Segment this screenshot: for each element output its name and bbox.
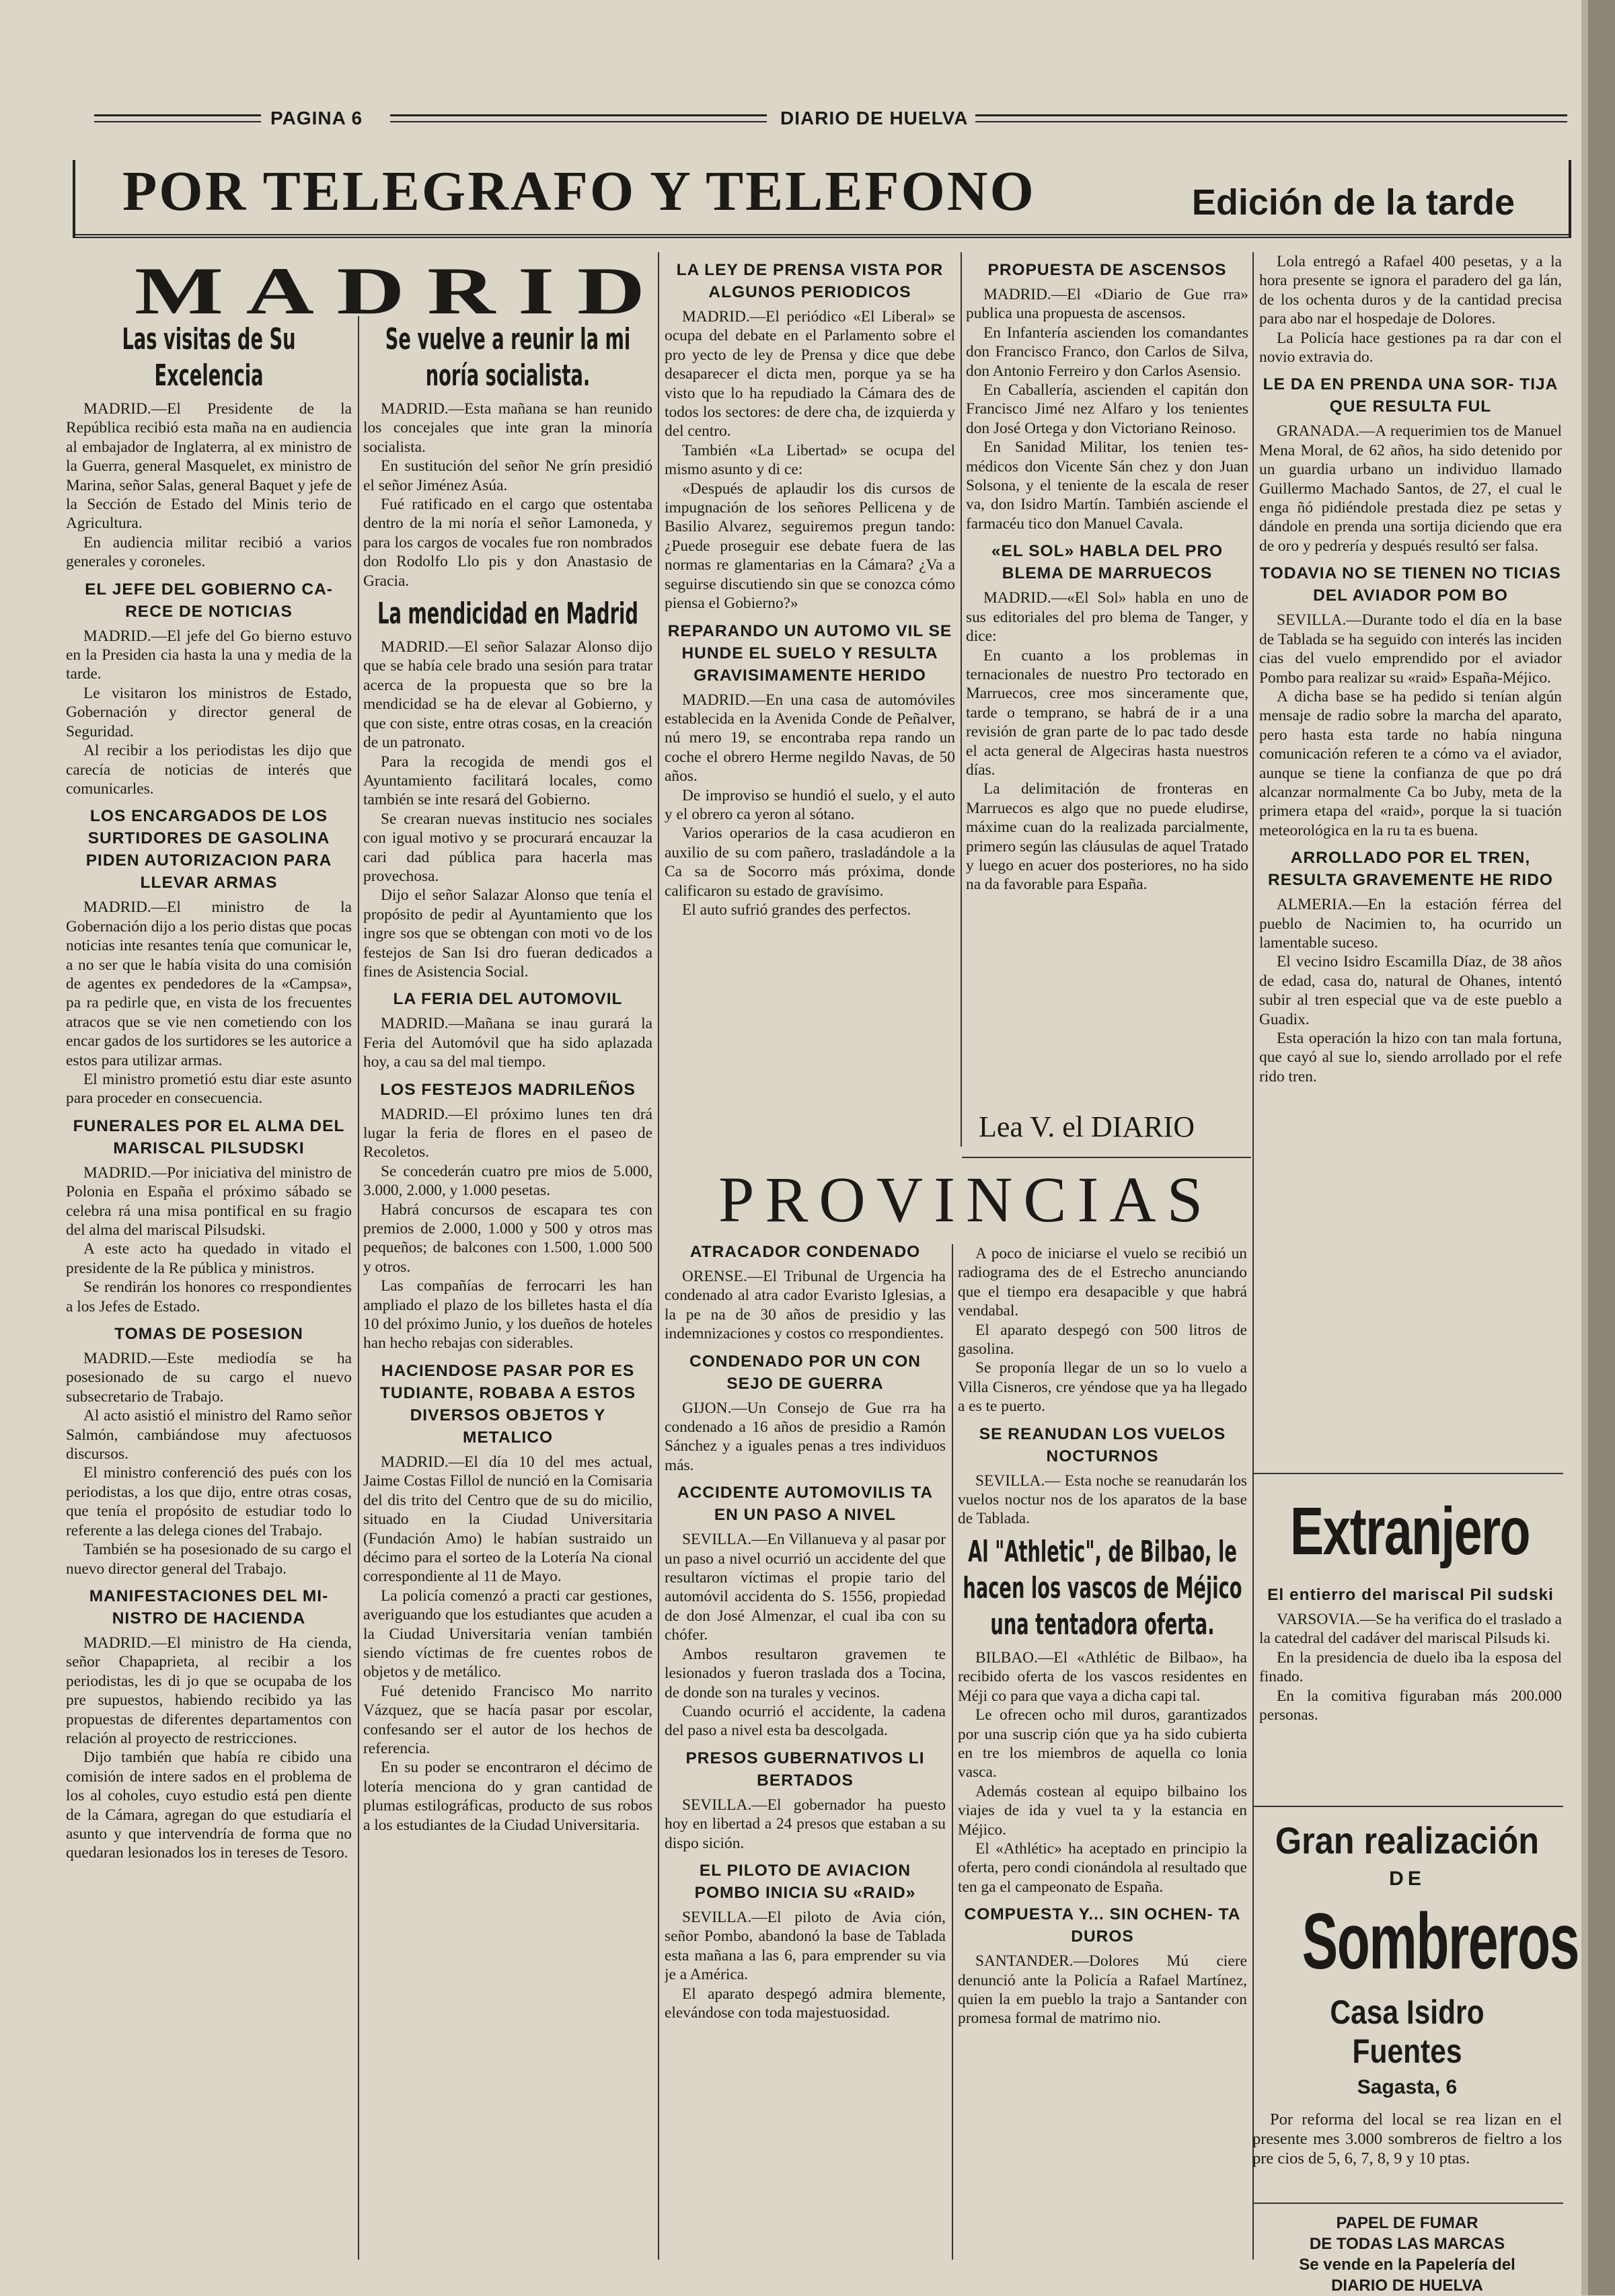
article-paragraph: Para la recogida de mendi gos el Ayuntamiento facilitará locales, como también se inte resará del Gobierno. xyxy=(363,753,652,809)
rule xyxy=(1254,2203,1563,2204)
article-paragraph: La delimitación de fronteras en Marruecos es algo que no puede eludirse, máxime cuan do la realizada parcialmente, primero según las cláusulas de aquel Tratado y luego en acuer dos posteriores, no ha sido na da favorable para España. xyxy=(966,780,1248,894)
article-paragraph: GRANADA.—A requerimien tos de Manuel Mena Moral, de 62 años, ha sido detenido por un guardia urbano un individuo llamado Guillermo Machado Santos, de 27, el cual le enga ñó pidiéndole prestada diez pe setas y dándole en prenda una sortija diciendo que era de oro y pedrería y después resultó ser falsa. xyxy=(1259,422,1562,555)
rule xyxy=(390,121,767,122)
article-headline: EL PILOTO DE AVIACION POMBO INICIA SU «RAID» xyxy=(694,1861,916,1902)
article-paragraph: El «Athlétic» ha aceptado en principio la oferta, pero condi cionándola al resultado que ten ga el campeonato de España. xyxy=(958,1839,1247,1896)
article-paragraph: A poco de iniciarse el vuelo se recibió un radiograma des de el Estrecho anunciando que el tiempo era desapacible y que habrá vendabal. xyxy=(958,1245,1247,1320)
ad-headline: Gran realización xyxy=(1275,1819,1540,1862)
page-edge-shadow xyxy=(1581,0,1588,2295)
article-headline: ATRACADOR CONDENADO xyxy=(689,1243,921,1261)
article-paragraph: Fué ratificado en el cargo que ostentaba dentro de la mi noría el señor Lamoneda, y para los cargos de vocales fue ron nombrados don Rodolfo Llo pis y don Anastasio de Gracia. xyxy=(363,496,652,590)
article-headline: EL JEFE DEL GOBIERNO CA- RECE DE NOTICIAS xyxy=(85,580,333,621)
section-title-madrid: MADRID xyxy=(135,254,668,328)
ad-line: DIARIO DE HUELVA xyxy=(1331,2276,1483,2295)
column-1 xyxy=(66,316,352,2260)
article-paragraph: SEVILLA.—Durante todo el día en la base de Tablada se ha seguido con interés las inciden cias del vuelo emprendido por el aviador Pombo para realizar su «raid» España-Méjico. xyxy=(1259,611,1562,687)
article-paragraph: BILBAO.—El «Athlétic de Bilbao», ha recibido oferta de los vascos residentes en Méji co para que vaya a dicha capi tal. xyxy=(958,1648,1247,1705)
article-paragraph: Ambos resultaron gravemen te lesionados y fueron traslada dos a Tocina, de donde son na turales y vecinos. xyxy=(665,1645,946,1701)
article-paragraph: MADRID.—El próximo lunes ten drá lugar la feria de flores en el paseo de Recoletos. xyxy=(363,1105,652,1161)
article-paragraph: MADRID.—El ministro de la Gobernación dijo a los perio distas que pocas noticias inte resantes tenía que comunicar le, a no ser que le había visita do una comisión de agentes ex pendedores de la «Campsa», pa ra pedirle que, en vista de los frecuentes atracos que se vie nen cometiendo con los encar gados de los surtidores se les autorice a estos para utilizar armas. xyxy=(66,898,352,1069)
article-paragraph: De improviso se hundió el suelo, y el auto y el obrero ca yeron al sótano. xyxy=(665,786,955,823)
article-paragraph: En la presidencia de duelo iba la esposa del finado. xyxy=(1259,1648,1562,1686)
article-paragraph: Esta operación la hizo con tan mala fortuna, que cayó al sue lo, siendo arrollado por el refe rido tren. xyxy=(1259,1030,1562,1085)
article-headline: La mendicidad en Madrid xyxy=(377,597,638,632)
article-headline: TOMAS DE POSESION xyxy=(114,1325,303,1344)
article-paragraph: MADRID.—El día 10 del mes actual, Jaime Costas Fillol de nunció en la Comisaria del dis trito del Centro que de su do micilio, situado en la Ciudad Universitaria (Fundación Amo) le habían sustraido un décimo para el sorteo de la Lotería Na cional correspondiente al 11 de Mayo. xyxy=(363,1453,652,1586)
ad-line: Se vende en la Papelería del xyxy=(1299,2256,1515,2274)
article-headline: REPARANDO UN AUTOMO VIL SE HUNDE EL SUELO Y RESULTA GRAVISIMAMENTE HERIDO xyxy=(667,621,952,685)
article-paragraph: SEVILLA.—El piloto de Avia ción, señor Pombo, abandonó la base de Tablada esta mañana a las 6, para emprender su via je a América. xyxy=(665,1908,946,1984)
article-paragraph: El vecino Isidro Escamilla Díaz, de 38 años de edad, casa do, natural de Ohanes, intentó subir al tren especial que va de este pueblo a Guadix. xyxy=(1259,953,1562,1028)
article-paragraph: MADRID.—El periódico «El Liberal» se ocupa del debate en el Parlamento sobre el pro yecto de ley de Prensa y dice que debe desaparecer el dicta men, porque ya se ha visto que lo ha repudiado la Cámara des de todos los sectores: de dere cha, de izquierda y del centro. xyxy=(665,308,955,441)
column-5 xyxy=(1259,252,1562,1469)
article-paragraph: En cuanto a los problemas in ternacionales de nuestro Pro tectorado en Marruecos, cree mos sinceramente que, tarde o temprano, se habrá de ir a una revisión de gran parte de lo pac tado desde el acta general de Algeciras hasta nuestros días. xyxy=(966,646,1248,779)
rule xyxy=(962,1157,1251,1158)
banner xyxy=(73,160,1571,238)
rule xyxy=(390,114,767,116)
article-headline: SE REANUDAN LOS VUELOS NOCTURNOS xyxy=(979,1424,1226,1465)
article-paragraph: SEVILLA.—En Villanueva y al pasar por un paso a nivel ocurrió un accidente del que resultaron víctimas el propie tario del automóvil accidenta do S. 1556, propiedad de don José Almenzar, el cual iba con su chófer. xyxy=(665,1531,946,1644)
article-headline: El entierro del mariscal Pil sudski xyxy=(1267,1586,1554,1604)
column-4 xyxy=(966,252,1248,1103)
article-paragraph: Varios operarios de la casa acudieron en auxilio de su com pañero, trasladándole a la Ca sa de Socorro más próxima, donde calificaron su estado de gravísimo. xyxy=(665,825,955,900)
column-rule xyxy=(961,252,962,1147)
article-paragraph: La Policía hace gestiones pa ra dar con el novio extravia do. xyxy=(1259,329,1562,367)
article-paragraph: La policía comenzó a practi car gestiones, averiguando que los estudiantes que acuden a la Ciudad Universitaria venían también siendo víctimas de fre cuentes robos de objetos y de metálico. xyxy=(363,1586,652,1681)
article-headline: TODAVIA NO SE TIENEN NO TICIAS DEL AVIADOR POM BO xyxy=(1260,564,1561,605)
article-paragraph: VARSOVIA.—Se ha verifica do el traslado a la catedral del cadáver del mariscal Pilsuds ki. xyxy=(1259,1611,1562,1648)
article-paragraph: En la comitiva figuraban más 200.000 personas. xyxy=(1259,1687,1562,1724)
column-rule xyxy=(658,252,659,2260)
article-paragraph: «Después de aplaudir los dis cursos de impugnación de los señores Pellicena y de Basilio Alvarez, seguiremos pregun tando: ¿Puede proseguir ese debate fuera de las normas re glamentarias en la Cámara? ¿Va a seguirse discutiendo sin que se conozca cómo piensa el Gobierno?» xyxy=(665,480,955,613)
article-paragraph: En sustitución del señor Ne grín presidió el señor Jiménez Asúa. xyxy=(363,457,652,494)
provincias-column-2 xyxy=(958,1244,1247,2260)
article-paragraph: En audiencia militar recibió a varios generales y coroneles. xyxy=(66,533,352,571)
column-rule xyxy=(358,316,359,2260)
article-paragraph: Además costean al equipo bilbaino los viajes de ida y vuel ta y la estancia en Méjico. xyxy=(958,1782,1247,1839)
article-headline: LOS FESTEJOS MADRILEÑOS xyxy=(380,1080,636,1099)
article-paragraph: Se crearan nuevas institucio nes sociales con igual motivo y se procurará encauzar la cari dad pública para hacerla mas provechosa. xyxy=(363,810,652,885)
article-paragraph: MADRID.—El ministro de Ha cienda, señor Chapaprieta, al recibir a los periodistas, les di jo que se ocupaba de los pre supuestos, habiendo recibido ya las propuestas de diferentes departamentos con relación al proyecto de restricciones. xyxy=(66,1634,352,1747)
article-headline: LOS ENCARGADOS DE LOS SURTIDORES DE GASOLINA PIDEN AUTORIZACION PARA LLEVAR ARMAS xyxy=(85,807,332,892)
ad-product: Sombreros xyxy=(1302,1897,1579,1986)
article-paragraph: MADRID.—Este mediodía se ha posesionado de su cargo el nuevo subsecretario de Trabajo. xyxy=(66,1350,352,1406)
article-paragraph: A este acto ha quedado in vitado el presidente de la Re pública y ministros. xyxy=(66,1240,352,1277)
rule xyxy=(975,114,1567,116)
article-paragraph: Al recibir a los periodistas les dijo que carecía de noticias de interés que comunicarles. xyxy=(66,742,352,798)
article-paragraph: Se proponía llegar de un so lo vuelo a Villa Cisneros, cre yéndose que ya ha llegado a es te puerto. xyxy=(958,1359,1247,1416)
article-paragraph: Le visitaron los ministros de Estado, Gobernación y director general de Seguridad. xyxy=(66,684,352,740)
column-rule xyxy=(952,1244,953,2260)
page-edge xyxy=(1588,0,1615,2295)
article-headline: FUNERALES POR EL ALMA DEL MARISCAL PILSUDSKI xyxy=(73,1116,345,1157)
section-title-provincias: PROVINCIAS xyxy=(718,1163,1214,1235)
article-paragraph: El auto sufrió grandes des perfectos. xyxy=(682,901,911,919)
article-paragraph: Se concederán cuatro pre mios de 5.000, 3.000, 2.000, y 1.000 pesetas. xyxy=(363,1162,652,1200)
article-headline: «EL SOL» HABLA DEL PRO BLEMA DE MARRUECOS xyxy=(991,542,1224,583)
article-paragraph: También se ha posesionado de su cargo el nuevo director general del Trabajo. xyxy=(66,1541,352,1578)
column-2 xyxy=(363,316,652,2260)
provincias-column-1 xyxy=(665,1234,946,2260)
page-number: PAGINA 6 xyxy=(261,108,372,129)
article-paragraph: En Sanidad Militar, los tenien tes-médicos don Vicente Sán chez y don Juan Solsona, y el teniente de la escala de reser va, don Isidro Martín. También asciende el farmacéu tico don Manuel Cavala. xyxy=(966,438,1248,533)
rolling-paper-advertisement xyxy=(1252,2213,1562,2296)
article-paragraph: MADRID.—Mañana se inau gurará la Feria del Automóvil que ha sido aplazada hoy, a cau sa del mal tiempo. xyxy=(363,1015,652,1071)
article-paragraph: MADRID.—Esta mañana se han reunido los concejales que inte gran la minoría socialista. xyxy=(363,400,652,456)
article-paragraph: Le ofrecen ocho mil duros, garantizados por una suscrip ción que ya ha sido cubierta en tre los miembros de aquella co lonia vasca. xyxy=(958,1706,1247,1782)
article-headline: PRESOS GUBERNATIVOS LI BERTADOS xyxy=(685,1749,925,1790)
article-headline: CONDENADO POR UN CON SEJO DE GUERRA xyxy=(689,1352,921,1393)
hat-shop-advertisement xyxy=(1252,1816,1579,2199)
rule xyxy=(975,121,1567,122)
article-paragraph: MADRID.—El señor Salazar Alonso dijo que se había cele brado una sesión para tratar acerca de la propuesta que so bre la mendicidad se ha de elevar al Gobierno, y que con siste, entre otras cosas, en la creación de un patronato. xyxy=(363,638,652,752)
article-paragraph: El aparato despegó con 500 litros de gasolina. xyxy=(958,1321,1247,1359)
article-paragraph: MADRID.—El Presidente de la República recibió esta maña na en audiencia al embajador de Inglaterra, al ex ministro de la Guerra, general Masquelet, ex ministro de Marina, señor Salas, general Baquet y jefe de la Sección de Estado del Minis terio de Agricultura. xyxy=(66,400,352,533)
article-paragraph: Dijo también que había re cibido una comisión de intere sados en el problema de los al coholes, cuyo estudio está pen diente de la Cámara, agregan do que estudiaría el asunto y que intervendría de forma que no quedaran lesionados los in tereses de Tesoro. xyxy=(66,1749,352,1862)
rule xyxy=(1254,1806,1563,1807)
article-headline: Se vuelve a reunir la mi noría socialista. xyxy=(385,322,631,393)
article-paragraph: Lola entregó a Rafael 400 pesetas, y a la hora presente se ignora el paradero del ga lán, de los ochenta duros y de la cantidad precisa para abo nar el hospedaje de Dolores. xyxy=(1259,253,1562,328)
rule xyxy=(1254,1473,1563,1474)
article-paragraph: Habrá concursos de escapara tes con premios de 2.000, 1.000 y 500 y otros mas pequeños; de balcones con 1.500, 1.000 500 y otros. xyxy=(363,1200,652,1276)
article-paragraph: MADRID.—El jefe del Go bierno estuvo en la Presiden cia hasta la una y media de la tarde. xyxy=(66,627,352,683)
banner-title: POR TELEGRAFO Y TELEFONO xyxy=(122,160,1036,223)
article-paragraph: MADRID.—En una casa de automóviles establecida en la Avenida Conde de Peñalver, nú mero 19, se encontraba repa rando un coche el obrero Herme negildo Navas, de 50 años. xyxy=(665,691,955,786)
ad-line: PAPEL DE FUMAR xyxy=(1336,2214,1478,2232)
article-paragraph: ALMERIA.—En la estación férrea del pueblo de Nacimien to, ha ocurrido un lamentable suceso. xyxy=(1259,896,1562,952)
article-paragraph: GIJON.—Un Consejo de Gue rra ha condenado a 16 años de presidio a Ramón Sánchez y a iguales penas a tres individuos más. xyxy=(665,1399,946,1474)
article-paragraph: Dijo el señor Salazar Alonso que tenía el propósito de pedir al Ayuntamiento que los ingre sos que se obtengan con moti vo de los festejos de San Isi dro fueran dedicados a fines de Asistencia Social. xyxy=(363,886,652,981)
article-paragraph: En su poder se encontraron el décimo de lotería menciona do y gran cantidad de plumas estilográficas, producto de sus robos a los estudiantes de la Ciudad Universitaria. xyxy=(363,1759,652,1834)
article-headline: Las visitas de Su Excelencia xyxy=(122,322,296,393)
article-paragraph: En Caballería, ascienden el capitán don Francisco Jimé nez Alfaro y los tenientes don José Ortega y don Victoriano Reinoso. xyxy=(966,381,1248,437)
section-title-extranjero: Extranjero xyxy=(1290,1494,1530,1569)
article-headline: ACCIDENTE AUTOMOVILIS TA EN UN PASO A NIVEL xyxy=(677,1484,934,1525)
rule xyxy=(94,114,262,116)
ad-body: Por reforma del local se rea lizan en el presente mes 3.000 sombreros de fieltro a los pre cios de 5, 6, 7, 8, 9 y 10 ptas. xyxy=(1252,2110,1562,2168)
article-paragraph: También «La Libertad» se ocupa del mismo asunto y di ce: xyxy=(665,441,955,479)
running-head xyxy=(94,108,1567,139)
article-headline: ARROLLADO POR EL TREN, RESULTA GRAVEMENTE HE RIDO xyxy=(1268,849,1553,890)
article-paragraph: Fué detenido Francisco Mo narrito Vázquez, que se hacía pasar por escolar, confesando ser el autor de los hechos de referencia. xyxy=(363,1682,652,1757)
article-paragraph: ORENSE.—El Tribunal de Urgencia ha condenado al atra cador Evaristo Iglesias, a la pe na de 30 años de presidio y las indemnizaciones y costos co rrespondientes. xyxy=(665,1268,946,1343)
article-headline: LA LEY DE PRENSA VISTA POR ALGUNOS PERIODICOS xyxy=(676,261,944,301)
ad-address: Sagasta, 6 xyxy=(1357,2076,1458,2098)
rule xyxy=(94,121,262,122)
article-headline: COMPUESTA Y... SIN OCHEN- TA DUROS xyxy=(964,1905,1241,1946)
article-paragraph: El aparato despegó admira blemente, elevándose con toda majestuosidad. xyxy=(665,1985,946,2022)
article-paragraph: A dicha base se ha pedido si tenían algún mensaje de radio sobre la marcha del aparato, pero hasta esta tarde no había ninguna comunicación referen te a cómo va el aviador, aunque se tiene la confianza de que po drá alcanzar normalmente Ca bo Juby, meta de la primera etapa del «raid», porque la si tuación meteorológica en la ru ta es buena. xyxy=(1259,687,1562,839)
article-paragraph: En Infantería ascienden los comandantes don Francisco Franco, don Carlos de Silva, don Antonio Ferreiro y don Carlos Asensio. xyxy=(966,323,1248,380)
article-paragraph: MADRID.—«El Sol» habla en uno de sus editoriales del pro blema de Tanger, y dice: xyxy=(966,589,1248,646)
article-headline: LA FERIA DEL AUTOMOVIL xyxy=(393,990,623,1009)
column-3 xyxy=(665,252,955,1153)
article-paragraph: SANTANDER.—Dolores Mú ciere denunció ante la Policía a Rafael Martínez, quien la em pueblo la trajo a Santander con promesa formal de matrimo nio. xyxy=(958,1952,1247,2028)
article-paragraph: Al acto asistió el ministro del Ramo señor Salmón, cambiándose muy afectuosos discursos. xyxy=(66,1407,352,1463)
article-headline: MANIFESTACIONES DEL MI- NISTRO DE HACIENDA xyxy=(89,1586,329,1628)
article-headline: PROPUESTA DE ASCENSOS xyxy=(987,261,1227,279)
column-5-foreign xyxy=(1259,1577,1562,1802)
paper-name: DIARIO DE HUELVA xyxy=(771,108,977,129)
ad-line: DE TODAS LAS MARCAS xyxy=(1309,2235,1505,2253)
article-paragraph: MADRID.—El «Diario de Gue rra» publica una propuesta de ascensos. xyxy=(966,286,1248,323)
article-headline: Al "Athletic", de Bilbao, le hacen los vascos de Méjico una tentadora oferta. xyxy=(963,1534,1242,1642)
banner-rule xyxy=(73,234,1571,238)
article-paragraph: Se rendirán los honores co rrespondientes a los Jefes de Estado. xyxy=(66,1278,352,1315)
promo-lea-el-diario: Lea V. el DIARIO xyxy=(979,1110,1195,1143)
ad-shop-name: Casa Isidro Fuentes xyxy=(1330,1993,1485,2070)
article-paragraph: Las compañías de ferrocarri les han ampliado el plazo de los billetes hasta el día 10 del próximo Junio, y los dueños de hoteles han hecho rebajas con siderables. xyxy=(363,1277,652,1352)
article-paragraph: SEVILLA.—El gobernador ha puesto hoy en libertad a 24 presos que estaban a su dispo sición. xyxy=(665,1796,946,1852)
article-paragraph: El ministro conferenció des pués con los periodistas, a los que dijo, entre otras cosas, que tenía el propósito de estudiar todo lo referente a las delega ciones del Trabajo. xyxy=(66,1464,352,1539)
article-headline: HACIENDOSE PASAR POR ES TUDIANTE, ROBABA A ESTOS DIVERSOS OBJETOS Y METALICO xyxy=(379,1361,636,1447)
article-paragraph: SEVILLA.— Esta noche se reanudarán los vuelos noctur nos de los aparatos de la base de Tablada. xyxy=(958,1471,1247,1528)
article-paragraph: Cuando ocurrió el accidente, la cadena del paso a nivel esta ba descolgada. xyxy=(665,1702,946,1740)
ad-connector: DE xyxy=(1389,1868,1425,1890)
edition-label: Edición de la tarde xyxy=(1191,182,1515,223)
article-paragraph: El ministro prometió estu diar este asunto para proceder en consecuencia. xyxy=(66,1070,352,1108)
article-headline: LE DA EN PRENDA UNA SOR- TIJA QUE RESULTA FUL xyxy=(1263,375,1558,416)
article-paragraph: MADRID.—Por iniciativa del ministro de Polonia en España el próximo sábado se celebra rá una misa pontifical en su fragio del alma del mariscal Pilsudski. xyxy=(66,1163,352,1239)
